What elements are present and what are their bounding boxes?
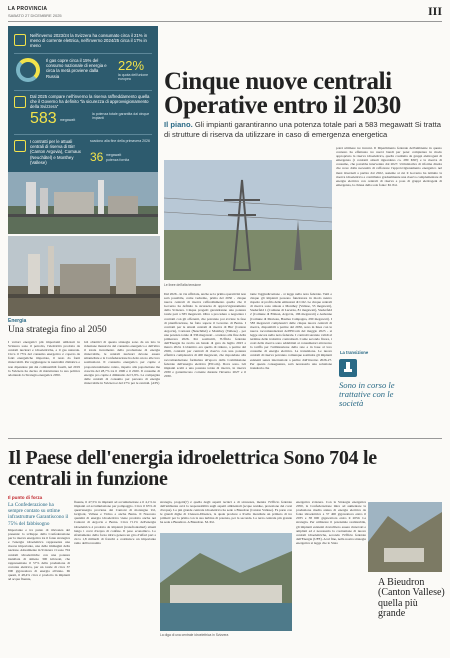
power-lines-photo xyxy=(164,160,332,280)
power-lines-image xyxy=(164,160,332,280)
dam-caption: La diga di una centrale idroelettrica in Svizzera xyxy=(160,633,229,637)
sidebar-col-2: Gli obiettivi di questa strategia sono da un lato la riduzione massiccia del consumo energetico e dall'altro il totale incremento della produzione di energia rinnovabile, le centrali nucleari devono essere smantellate e la Confederazione ha detto un no alle loro sostituzioni. Il consumo energetico per capite è proporzionalmente calato, rispetto alla popolazione ma crescita del 28,7% tra il 1990 e il 2020. Il consumo di energia pro capite è diminuito del 5,9%. La compagnia delle centrali di consumo per persona di energia rinnovabile in Svizzera è del 27% per le centrali. (ATS) xyxy=(84,340,160,385)
infographic-panel xyxy=(8,26,158,234)
info-contracts: I contratti per le attuali centrali di riserva di Birr (Canton Argovia), Cornaux (Neuchâtel) e Monthey (Vallese) xyxy=(30,139,81,165)
section-label: Energia xyxy=(8,318,27,324)
contracts-power-value: 36 xyxy=(90,150,104,164)
spacer xyxy=(164,146,165,147)
photo-caption: Le linee dell'alta tensione xyxy=(164,283,201,287)
bieudron-photo xyxy=(368,502,442,572)
transition-label: La transizione xyxy=(340,350,369,355)
info-divider xyxy=(14,90,152,91)
info-reserve: Dal 2025 compare nell'inverno la riserva raffreddamento quella che il Governo ha definito "la sicurezza di approvvigionamento della Svizzera" xyxy=(30,94,150,110)
page-number: III xyxy=(427,4,442,18)
callout-box xyxy=(339,359,401,429)
industrial-plant-photo xyxy=(8,236,160,316)
reserve-power-unit: megawatt xyxy=(60,118,76,122)
contracts-expiry-note: scadono alla fine della primavera 2026 xyxy=(90,139,150,143)
secondary-col-4: strategia, progetti(?) è quella degli aspetti tecnici e di sicurezza, mentre l'Ufficio federale dell'ambiente avrà la responsabilità sugli aspetti ambientali (acque residue, protezione dei corsi d'acqua). La più grande centrale idroelettrica ha sede a Bieudron (Canton Vallese). Fa parte con le grandi dighe di Cleuson-Dixence, la quale produce a livello mondiale un primato di tre primati: per la prima con la sua turbina di potenza, per la seconda. La terza centrale più grande ha sede a Bieudron. A Bieudron. M. Pal. xyxy=(160,500,292,525)
section-divider xyxy=(8,438,442,439)
plug-icon xyxy=(339,359,357,377)
article-col-3: potrà ultimare tre inverni. Il Dipartimento federale dell'ambiente in questo contesto ha effettuato tre nuovi bandi per poter completare in modo appropriato la riserva idroelettrica, quella costituita da gruppi elettrogeni di emergenza (i contratti attuali riguardano ca. 280 MW) e la riserva di consumo, che potrebbe intervenire dal 2027. Un'iniziativa di riforma diretta che nove dalla necessità di rafforzare l'approvvigionamento energetico nel mesi invernali a partire dal 2022, assieme ai cui il Governo ha istituito la riserva idroelettrica e contribuire gradualmente una riserva complementare di energia elettrica con centrali di riserva e poss di gruppi elettrogeni di emergenza, la chiusa della sola fonte: M. Pal. xyxy=(336,146,442,187)
eu-share-value: 22% xyxy=(118,58,145,73)
bieudron-image xyxy=(368,502,442,572)
eu-share-note: la quota dell'unione europea xyxy=(118,73,149,82)
page-header xyxy=(8,4,442,22)
secondary-col-2: fluente, il 47,5% in impianti ad accumulazione e il 4,1% in impianti ad accumulazione per pompaggio. Circa il 63% di quest'energia proviene dai Cantoni di montagna Uri, Grigioni, Vallese e Ticino e anche Berna. Il Nascosto quantità di energia idroelettrica viene prodotta anche nei Cantoni di Argovia e Berna. Circa l'11% dell'energia idroelettrica è prodotta da impianti (transfrontalieri) situati lungo i corsi d'acqua di confine. Il peso economico. Lo sfruttamento della forza idrica genera un giro d'affari pari a circa 1,8 miliardi di franchi e costituisce un importante ramo dell'economia xyxy=(74,500,156,545)
contracts-power-unit: megawatt xyxy=(106,153,122,157)
info-gas: Il gas copre circa il 15% del consumo nazionale di energia e circa la metà proviene dalla Russia xyxy=(46,58,107,79)
deck-text: Gli impianti garantiranno una potenza totale pari a 583 megawatt Si tratta di strutture di riserva da utilizzare in caso di emergenza energetica xyxy=(164,120,441,139)
dam-image xyxy=(160,533,292,631)
issue-date: SABATO 27 DICEMBRE 2025 xyxy=(8,13,62,18)
info-divider xyxy=(14,53,152,54)
article-col-1: Dal 2026 - in via ufficiale, anche se la prima operatività non sarà possibile, come vedremo, prima del 2030 - cinque nuove centrali di riserva raffreddamento quella che il Governo ha definito la sicurezza di approvvigionamento della Svizzera. Cinque progetti garantiranno una potenza totale pari a 583 megawatt. Oltre a procedere a negoziare i contratti con gli offerenti, che potranno poi avviare la fase di pianificazione, ha fatto sapere il Governo di Berna. I contratti per le attuali centrali di riserva di Birr (Canton Argovia), Cornaux (Neuchâtel) e Monthey (Vallese) - per una potenza totale di 336 megawatt - scadono alla fine della primavera 2026. Per sostituirli, l'Ufficio federale dell'Energia ha svolto un bando di gara da luglio 2023 a marzo 2024. L'obiettivo era quello di ridurre, a partire dal 2026, contratti per centrali di riserva con una potenza effettiva complessiva di 400 megawatt, che rispondano alla raccomandazione formulata all'epoca dalla Commissione federale dell'energia elettrica (ElCom). Dove sono. Gli impianti scelti a una potenza totale di riserva, in riserva 2030 e garantiscono corrente durante l'inverno 2027 e il 2030. xyxy=(164,292,246,378)
sidebar-subtitle: Una strategia fino al 2050 xyxy=(8,325,107,335)
headline-secondary: Il Paese dell'energia idroelettrica Sono 704 le centrali in funzione xyxy=(8,447,377,490)
dam-photo xyxy=(160,533,292,631)
article-col-2: tante l'aggiudicazione - si legge nella nota federale. Tutti e cinque gli impianti possono funzionare in modo neutro rispetto al profilo delle emissioni di CO2. Le cinque centrali di riserva sono situate a Monthey (Vallese, 53 megawatt), Siederfeld 1 (Comune di Lucerna, 81 megawatt), Siederfeld 2 (Comune di Ebikon, Argovia, 196 megawatt) e Aubonne (Comune di Morteau, Basilea Campagna, 290 megawatt). I 583 megawatt complessivi delle cinque nuove centrali di riserva, disponibili a partire dal 2030, sono in linea con le nuove raccomandazioni dell'ElCom del maggio 2025 - si legge ancora nella nota federale. I contratti saranno validi al termine delle trattative contrattuali. Come secondo finora, i costi della riserva sono addebitati ai consumatori attraverso la tariffa per l'utilizzazione della rete e in base al loro consumo di energia elettrica. La transizione. Le nuove centrali di riserva potranno comunque sostituire gli impianti esistenti senza interruzioni a partire dall'inverno 2026-27. Per questa conseguenza, sarà necessaria una soluzione transitoria che xyxy=(250,292,332,370)
headline-main: Cinque nuove centrali Operative entro il 2030 xyxy=(164,68,401,119)
masthead: LA PROVINCIA xyxy=(8,6,48,12)
secondary-col-3: energetica svizzera. Con la Strategia energetica 2050, la Confederazione mira ad aumentare la produzione media annua di energia elettrica da fonte idroelettrica a 37 400 gigawattora entro il 2035 e 38 600 gigawattora entro il 2050. La strategia. Per utilizzare il potenziale realizzabile, gli impianti esistenti dovrebbero essere rinnovati e ampliati ed è necessaria la costruzione di nuove centrali idroelettriche, secondo l'Ufficio federale dell'Energia (UFE). A tal fine, nella nostra strategia energetica si legge che lo Stato xyxy=(296,500,366,545)
document-icon xyxy=(14,140,26,152)
info-divider xyxy=(14,134,152,135)
bolt-icon xyxy=(14,34,26,46)
gas-donut-icon xyxy=(16,58,40,82)
spacer xyxy=(280,146,281,147)
info-consumption: Nell'inverno 2023/24 la Svizzera ha consumato circa il 21% in meno di corrente elettrica, nell'inverno 2024/25 circa il 17% in meno xyxy=(30,33,148,49)
bieudron-title: A Bieudron (Canton Vallese) quella più grande xyxy=(378,577,445,620)
callout-text: Sono in corso le trattative con le società xyxy=(339,380,395,408)
spacer xyxy=(238,146,239,147)
secondary-kicker: Il punto di forza xyxy=(8,495,43,500)
secondary-kicker-sub: La Confederazione ha sempre contato su ottime infrastrutture Garantiscono il 75% del fabbisogno xyxy=(8,502,69,527)
headline-deck xyxy=(164,120,444,139)
deck-kicker: Il piano. xyxy=(164,120,193,129)
sidebar-col-1: I vettori energetici più importanti utilizzati in Svizzera sono il petrolio, l'elettricità prodotta da centrali nucleari e idroelettriche, e il gas naturale. Circa il 75% del consumo energetico è coperto da fonti energetiche importate, il resto da fonti rinnovabili. Per raggiungere la neutralità climatica e non dipendere più dai combustibili fossili, nel 2019 la Svizzera ha deciso di ristrutturare la sua politica adottando la Strategia energetica 2050. xyxy=(8,340,80,377)
plant-icon xyxy=(14,96,26,108)
plant-photo xyxy=(8,236,160,316)
reserve-power-note: la potenza totale garantita dai cinque impianti xyxy=(92,112,150,121)
contracts-power-note: potenza fornita xyxy=(106,158,130,162)
secondary-col-1: Importante e tra punto di rilevanza del presente: lo sviluppo della Confederazione per la riserva energetica tra il fonte strategica e l'energia idroelettrica rappresenta una risorsa importante, una delle immagini della nazione. Attualmente in Svizzera vi sono 704 centrali idroelettriche con una potenza installata di almeno 300 kilowatt, che rappresentano il 57% della produzione di corrente elettrica, per un totale di circa 37 000 gigawattora di energia all'anno. Di questi, il 48,4% circa è prodotto in impianti ad acqua fluente, xyxy=(8,528,70,582)
reserve-power-value: 583 xyxy=(30,110,57,127)
power-plant-illustration xyxy=(8,172,158,234)
